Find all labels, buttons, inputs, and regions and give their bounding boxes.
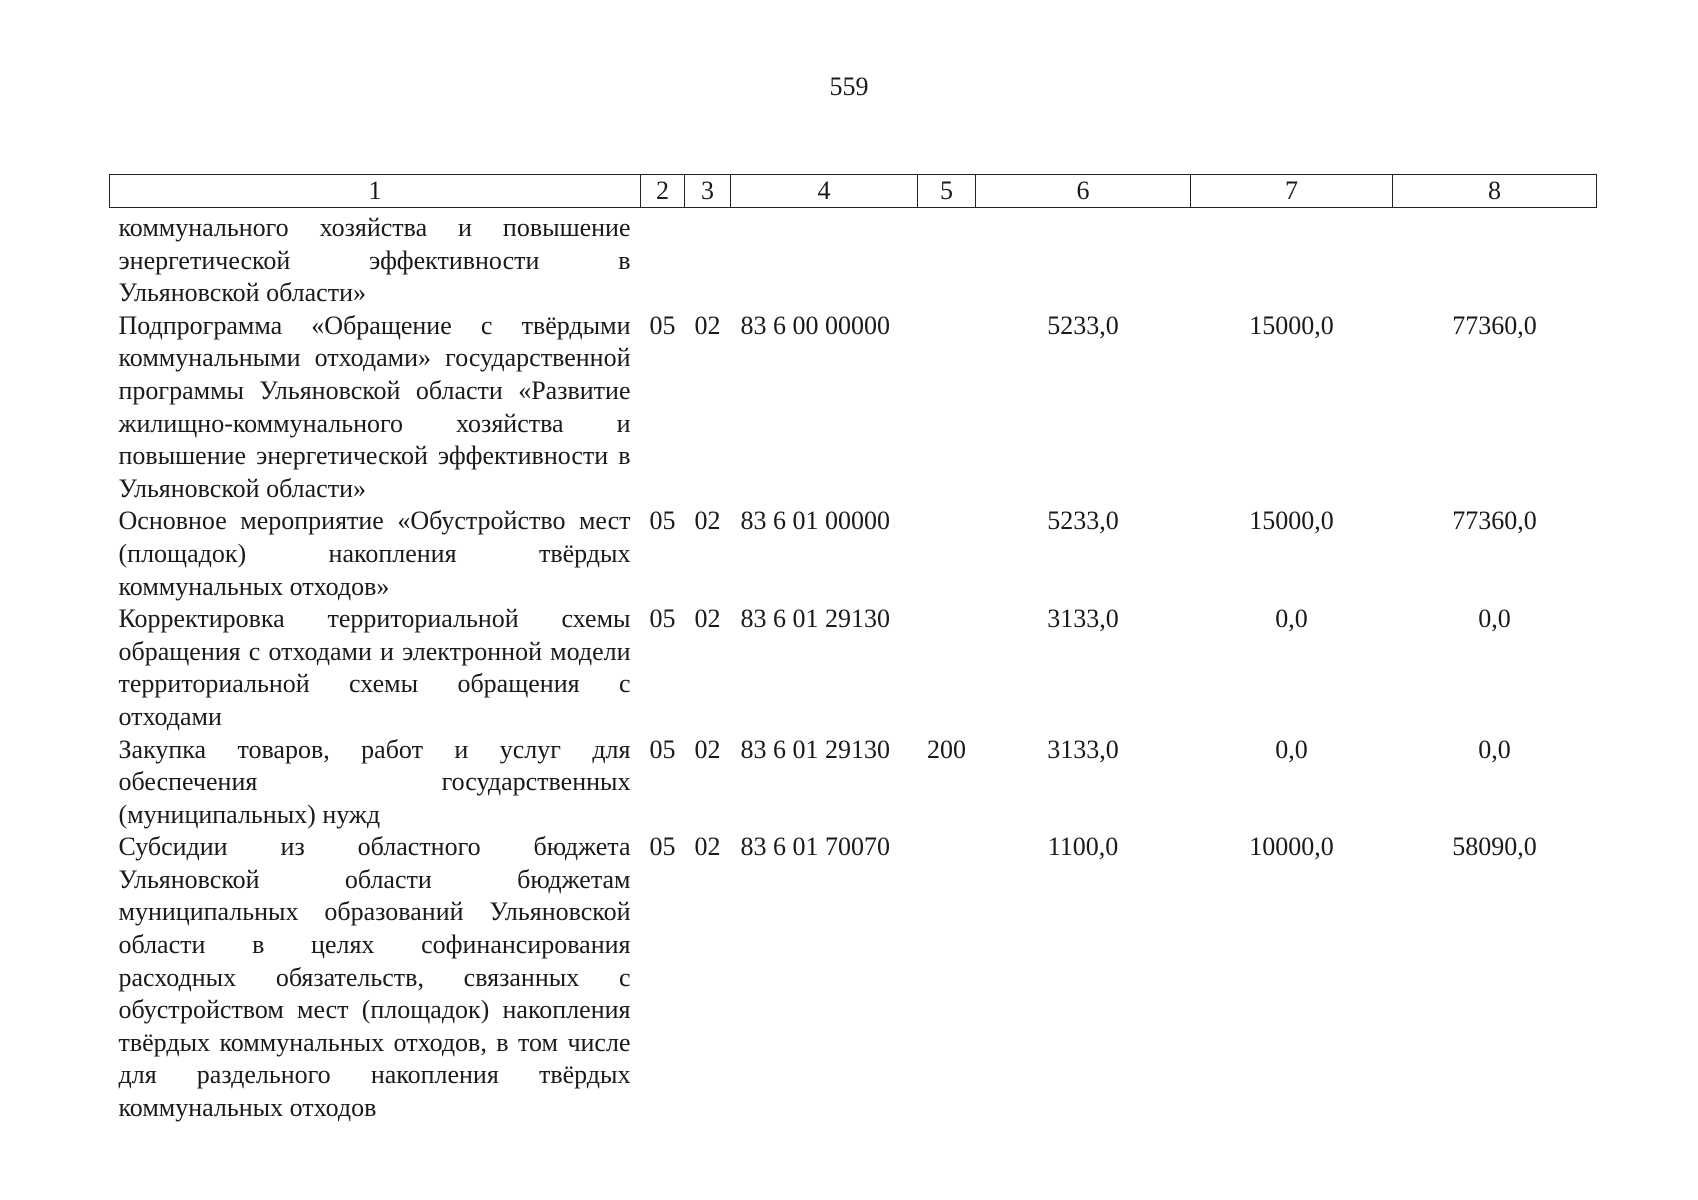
expense-type-code: [918, 208, 976, 310]
expense-type-code: 200: [927, 734, 966, 764]
amount-col-6: 5233,0: [1047, 506, 1119, 536]
amount-col-8: 0,0: [1478, 734, 1511, 764]
section-code: 05: [649, 506, 676, 536]
amount-col-7: 10000,0: [1249, 832, 1334, 862]
item-name: Субсидии из областного бюджета Ульяновской области бюджетам муниципальных образований Ульяновской области в целях софинансирования расходных обязательств, связанных с обустройством мест (площадок) накопления твёрдых коммунальных отходов, в том числе для раздельного накопления твёрдых коммунальных отходов: [118, 832, 631, 1123]
column-header: 7: [1191, 175, 1393, 208]
amount-col-6: 3133,0: [1047, 734, 1119, 764]
subsection-code: 02: [694, 734, 721, 764]
subsection-code: 02: [694, 310, 721, 340]
amount-col-7: 0,0: [1275, 734, 1308, 764]
table-row: [110, 310, 1597, 506]
item-name: Подпрограмма «Обращение с твёрдыми коммунальными отходами» государственной программы Ульяновской области «Развитие жилищно-коммунального хозяйства и повышение энергетической эффективности в Ульяновской области»: [118, 310, 631, 503]
amount-col-7: [1191, 208, 1393, 310]
expense-type-code: [918, 505, 976, 603]
amount-col-8: 77360,0: [1452, 310, 1537, 340]
column-header: 3: [685, 175, 731, 208]
amount-col-6: 3133,0: [1047, 604, 1119, 634]
amount-col-6: 1100,0: [1047, 832, 1119, 862]
amount-col-8: 77360,0: [1452, 506, 1537, 536]
section-code: 05: [649, 604, 676, 634]
section-code: [641, 208, 685, 310]
section-code: 05: [649, 310, 676, 340]
table-row: [110, 208, 1597, 310]
amount-col-8: [1393, 208, 1597, 310]
expense-type-code: [918, 310, 976, 506]
section-code: 05: [649, 832, 676, 862]
item-name: Закупка товаров, работ и услуг для обеспечения государственных (муниципальных) нужд: [118, 734, 631, 829]
column-header: 6: [976, 175, 1191, 208]
section-code: 05: [649, 734, 676, 764]
table-row: [110, 831, 1597, 1124]
target-article-code: 83 6 01 00000: [740, 506, 890, 536]
amount-col-6: 5233,0: [1047, 310, 1119, 340]
amount-col-7: 15000,0: [1249, 506, 1334, 536]
target-article-code: [731, 208, 918, 310]
item-name: коммунального хозяйства и повышение энергетической эффективности в Ульяновской области»: [118, 213, 631, 308]
amount-col-8: 0,0: [1478, 604, 1511, 634]
page-number: 559: [829, 72, 869, 101]
subsection-code: 02: [694, 506, 721, 536]
item-name: Корректировка территориальной схемы обращения с отходами и электронной модели территориальной схемы обращения с отходами: [118, 604, 631, 731]
expense-type-code: [918, 603, 976, 733]
target-article-code: 83 6 01 70070: [740, 832, 890, 862]
column-header: 4: [731, 175, 918, 208]
target-article-code: 83 6 01 29130: [740, 604, 890, 634]
target-article-code: 83 6 01 29130: [740, 734, 890, 764]
subsection-code: [685, 208, 731, 310]
expense-type-code: [918, 831, 976, 1124]
table-header-row: [110, 175, 1597, 208]
amount-col-8: 58090,0: [1452, 832, 1537, 862]
column-header: 8: [1393, 175, 1597, 208]
table-row: [110, 734, 1597, 832]
amount-col-7: 0,0: [1275, 604, 1308, 634]
column-header: 1: [110, 175, 641, 208]
amount-col-6: [976, 208, 1191, 310]
budget-table: [109, 174, 1597, 1125]
table-row: [110, 603, 1597, 733]
amount-col-7: 15000,0: [1249, 310, 1334, 340]
target-article-code: 83 6 00 00000: [740, 310, 890, 340]
subsection-code: 02: [694, 832, 721, 862]
column-header: 2: [641, 175, 685, 208]
item-name: Основное мероприятие «Обустройство мест (площадок) накопления твёрдых коммунальных отходов»: [118, 506, 631, 601]
subsection-code: 02: [694, 604, 721, 634]
table-row: [110, 505, 1597, 603]
column-header: 5: [918, 175, 976, 208]
